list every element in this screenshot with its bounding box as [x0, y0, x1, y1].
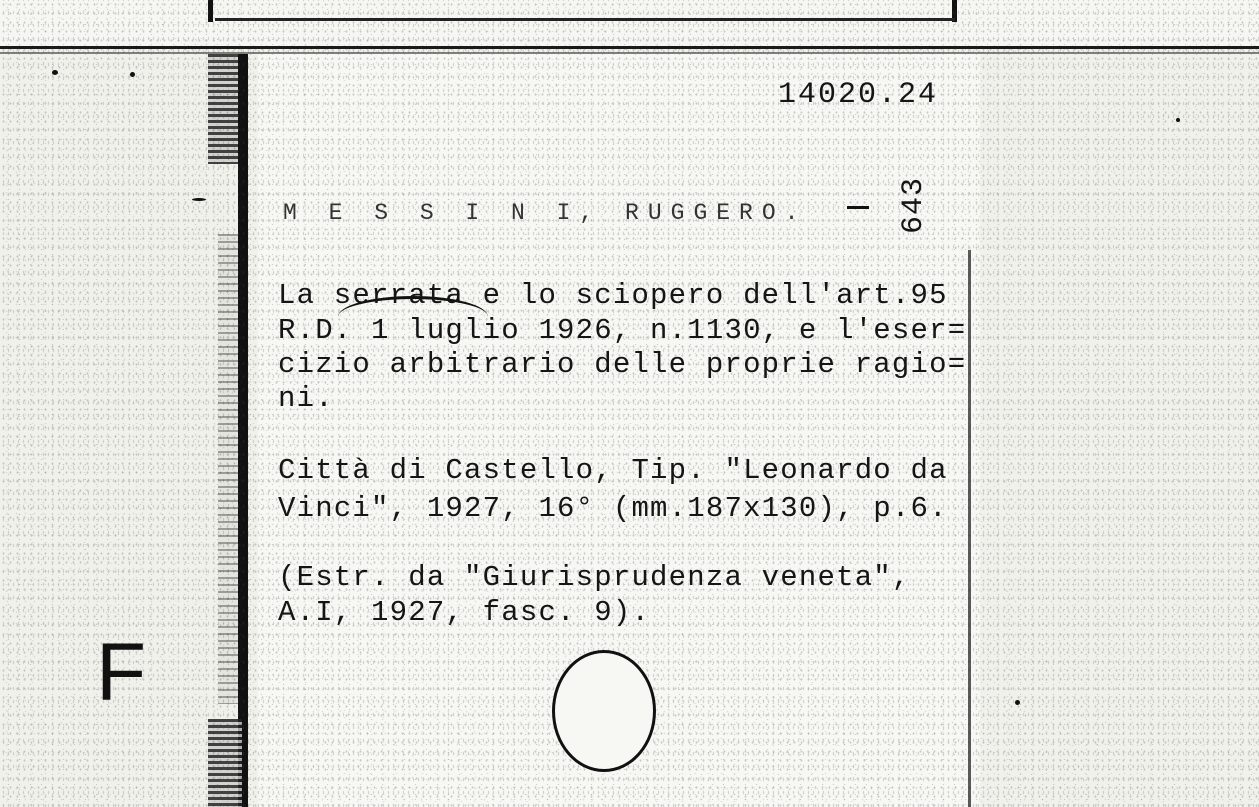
note-line: (Estr. da "Giurisprudenza veneta", — [278, 561, 911, 594]
title-line: La serrata e lo sciopero dell'art.95 — [278, 279, 948, 312]
scan-speck — [130, 72, 135, 77]
title-line: ni. — [278, 382, 334, 415]
title-line: cizio arbitrario delle proprie ragio= — [278, 348, 967, 381]
binding-texture — [218, 234, 240, 704]
scan-speck — [52, 70, 58, 75]
reference-number: 14020.24 — [778, 78, 939, 112]
top-card-edge — [0, 0, 1259, 49]
top-divider-mark — [208, 0, 213, 22]
punch-hole — [552, 650, 656, 772]
imprint-line: Città di Castello, Tip. "Leonardo da — [278, 454, 948, 487]
catalog-dash — [847, 206, 869, 209]
binding-rail — [206, 54, 258, 807]
catalog-number-block — [875, 160, 935, 240]
imprint-line: Vinci", 1927, 16° (mm.187x130), p.6. — [278, 492, 948, 525]
top-card-line — [215, 18, 955, 21]
binding-ring-bottom — [208, 719, 242, 807]
binding-bar — [238, 54, 248, 807]
binding-ring-top — [208, 54, 242, 164]
card-right-edge — [968, 250, 971, 807]
catalog-number: 643 — [897, 176, 931, 234]
title-line: R.D. 1 luglio 1926, n.1130, e l'eser= — [278, 314, 967, 347]
scan-speck — [192, 198, 206, 201]
scan-speck — [1176, 118, 1180, 122]
scan-speck — [1015, 700, 1020, 705]
author-name: M E S S I N I, RUGGERO. — [283, 200, 808, 226]
margin-letter: F — [96, 627, 147, 718]
note-line: A.I, 1927, fasc. 9). — [278, 596, 651, 629]
